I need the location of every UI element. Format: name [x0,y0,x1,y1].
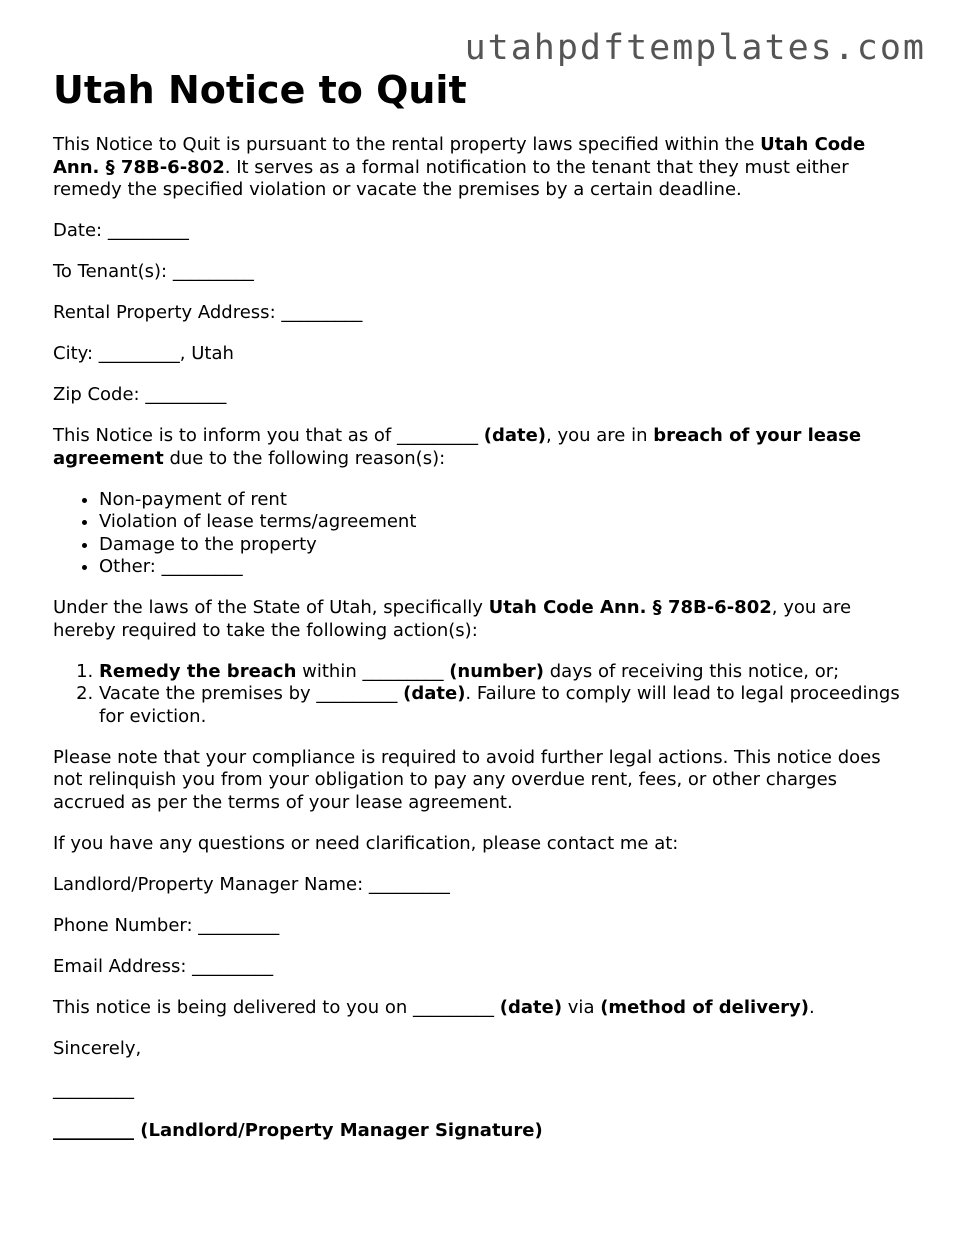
law-paragraph: Under the laws of the State of Utah, specifically Utah Code Ann. § 78B-6-802, you are hereby required to take the following action(s): [53,597,852,641]
intro-paragraph: This Notice to Quit is pursuant to the rental property laws specified within the Utah Code Ann. § 78B-6-802. It serves as a formal notification to the tenant that they must either remedy the specified violation or vacate the premises by a certain deadline. [53,134,866,200]
list-item: • Damage to the property [99,534,913,557]
phone-blank[interactable]: _________ [198,914,280,936]
list-item: • Non-payment of rent [99,489,913,512]
watermark: utahpdftemplates.com [464,28,926,68]
signature-field: _________ (Landlord/Property Manager Signature) [53,1119,543,1141]
city-blank[interactable]: _________ [98,343,180,364]
date-field: Date: _________ [53,220,189,241]
signature-blank[interactable]: _________ [53,1078,134,1100]
list-item: • Other: _________ [99,556,913,579]
email-field: Email Address: _________ [53,955,274,977]
contact-intro: If you have any questions or need clarification, please contact me at: [53,832,679,854]
closing: Sincerely, [53,1037,142,1059]
intro-code: Utah Code Ann. § 78B-6-802 [53,134,866,178]
vacate-date-blank[interactable]: _________ [316,683,398,704]
email-blank[interactable]: _________ [192,955,274,977]
list-item: 1. Remedy the breach within _________ (number) days of receiving this notice, or; [99,661,913,684]
signature-line [53,1079,913,1102]
days-blank[interactable]: _________ [362,660,444,682]
document-body [53,66,913,1161]
law-code: Utah Code Ann. § 78B-6-802 [488,597,772,618]
zip-blank[interactable]: _________ [145,384,227,405]
reason-list [53,489,913,579]
delivery-paragraph: This notice is being delivered to you on _________ (date) via (method of delivery). [53,996,815,1018]
list-item: • Violation of lease terms/agreement [99,511,913,534]
breach-bold: breach of your lease agreement [53,425,862,469]
action-list [53,661,913,729]
breach-date-blank[interactable]: _________ [397,425,478,446]
address-field: Rental Property Address: _________ [53,302,363,323]
other-blank[interactable]: _________ [161,556,243,577]
breach-paragraph: This Notice is to inform you that as of _________ (date), you are in breach of your lease agreement due to the following reason(s): [53,425,862,469]
address-blank[interactable]: _________ [281,302,363,323]
signature-name-blank[interactable]: _________ [53,1119,134,1141]
page-title: Utah Notice to Quit [53,68,467,112]
zip-field: Zip Code: _________ [53,384,227,405]
phone-field: Phone Number: _________ [53,914,280,936]
delivery-date-blank[interactable]: _________ [413,996,495,1018]
tenant-field: To Tenant(s): _________ [53,261,254,282]
manager-name-blank[interactable]: _________ [368,873,450,895]
compliance-paragraph: Please note that your compliance is required to avoid further legal actions. This notice does not relinquish you from your obligation to pay any overdue rent, fees, or other charges accrued as per the terms of your lease agreement. [53,746,881,813]
date-blank[interactable]: _________ [107,220,189,241]
manager-name-field: Landlord/Property Manager Name: _________ [53,873,450,895]
tenant-blank[interactable]: _________ [172,261,254,282]
list-item: 2. Vacate the premises by _________ (date). Failure to comply will lead to legal proceedings for eviction. [99,683,913,728]
city-field: City: _________, Utah [53,343,234,364]
